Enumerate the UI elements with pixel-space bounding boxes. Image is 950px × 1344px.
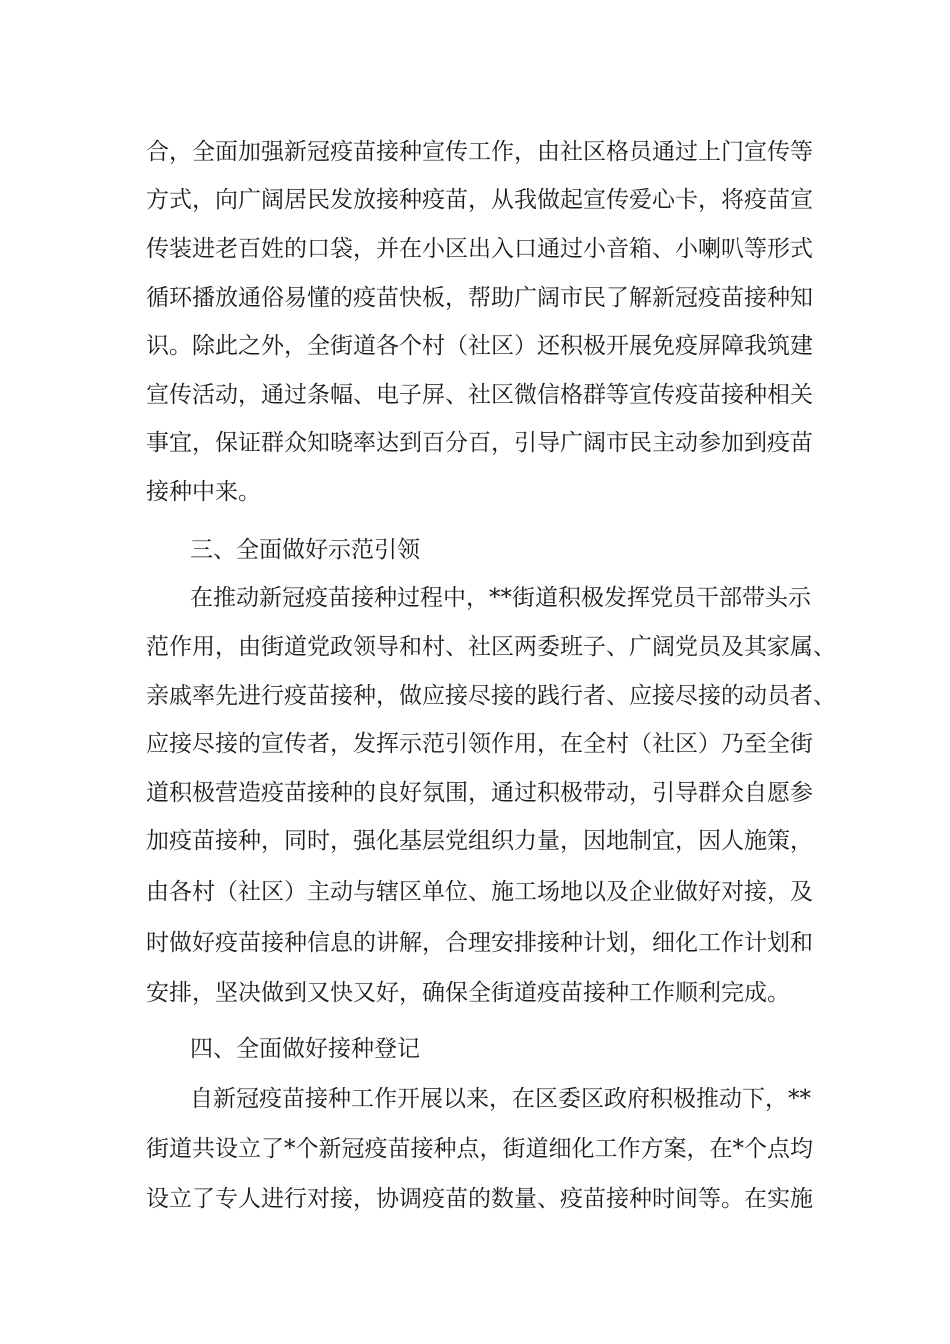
paragraph-line: 循环播放通俗易懂的疫苗快板，帮助广阔市民了解新冠疫苗接种知 — [146, 285, 813, 311]
paragraph-line: 加疫苗接种，同时，强化基层党组织力量，因地制宜，因人施策， — [146, 828, 813, 854]
paragraph-line: 由各村（社区）主动与辖区单位、施工场地以及企业做好对接，及 — [146, 879, 813, 905]
paragraph-line: 方式，向广阔居民发放接种疫苗，从我做起宣传爱心卡，将疫苗宣 — [146, 187, 813, 213]
paragraph-line: 识。除此之外，全街道各个村（社区）还积极开展免疫屏障我筑建 — [146, 333, 813, 359]
paragraph-line: 宣传活动，通过条幅、电子屏、社区微信格群等宣传疫苗接种相关 — [146, 382, 813, 408]
paragraph-line: 设立了专人进行对接，协调疫苗的数量、疫苗接种时间等。在实施 — [146, 1186, 813, 1212]
paragraph-line: 传装进老百姓的口袋，并在小区出入口通过小音箱、小喇叭等形式 — [146, 236, 813, 262]
paragraph-line: 道积极营造疫苗接种的良好氛围，通过积极带动，引导群众自愿参 — [146, 780, 813, 806]
paragraph-line: 安排，坚决做到又快又好，确保全街道疫苗接种工作顺利完成。 — [146, 980, 790, 1006]
section-heading-4: 四、全面做好接种登记 — [190, 1036, 420, 1062]
paragraph-line: 接种中来。 — [146, 479, 261, 505]
section-heading-3: 三、全面做好示范引领 — [190, 537, 420, 563]
paragraph-line: 范作用，由街道党政领导和村、社区两委班子、广阔党员及其家属、 — [146, 634, 836, 660]
paragraph-line: 时做好疫苗接种信息的讲解，合理安排接种计划，细化工作计划和 — [146, 930, 813, 956]
paragraph-line: 自新冠疫苗接种工作开展以来，在区委区政府积极推动下，** — [190, 1086, 811, 1112]
paragraph-line: 合，全面加强新冠疫苗接种宣传工作，由社区格员通过上门宣传等 — [146, 139, 813, 165]
paragraph-line: 应接尽接的宣传者，发挥示范引领作用，在全村（社区）乃至全街 — [146, 731, 813, 757]
paragraph-line: 在推动新冠疫苗接种过程中，**街道积极发挥党员干部带头示 — [190, 585, 811, 611]
paragraph-line: 亲戚率先进行疫苗接种，做应接尽接的践行者、应接尽接的动员者、 — [146, 683, 836, 709]
paragraph-line: 事宜，保证群众知晓率达到百分百，引导广阔市民主动参加到疫苗 — [146, 430, 813, 456]
paragraph-line: 街道共设立了*个新冠疫苗接种点，街道细化工作方案，在*个点均 — [146, 1136, 813, 1162]
